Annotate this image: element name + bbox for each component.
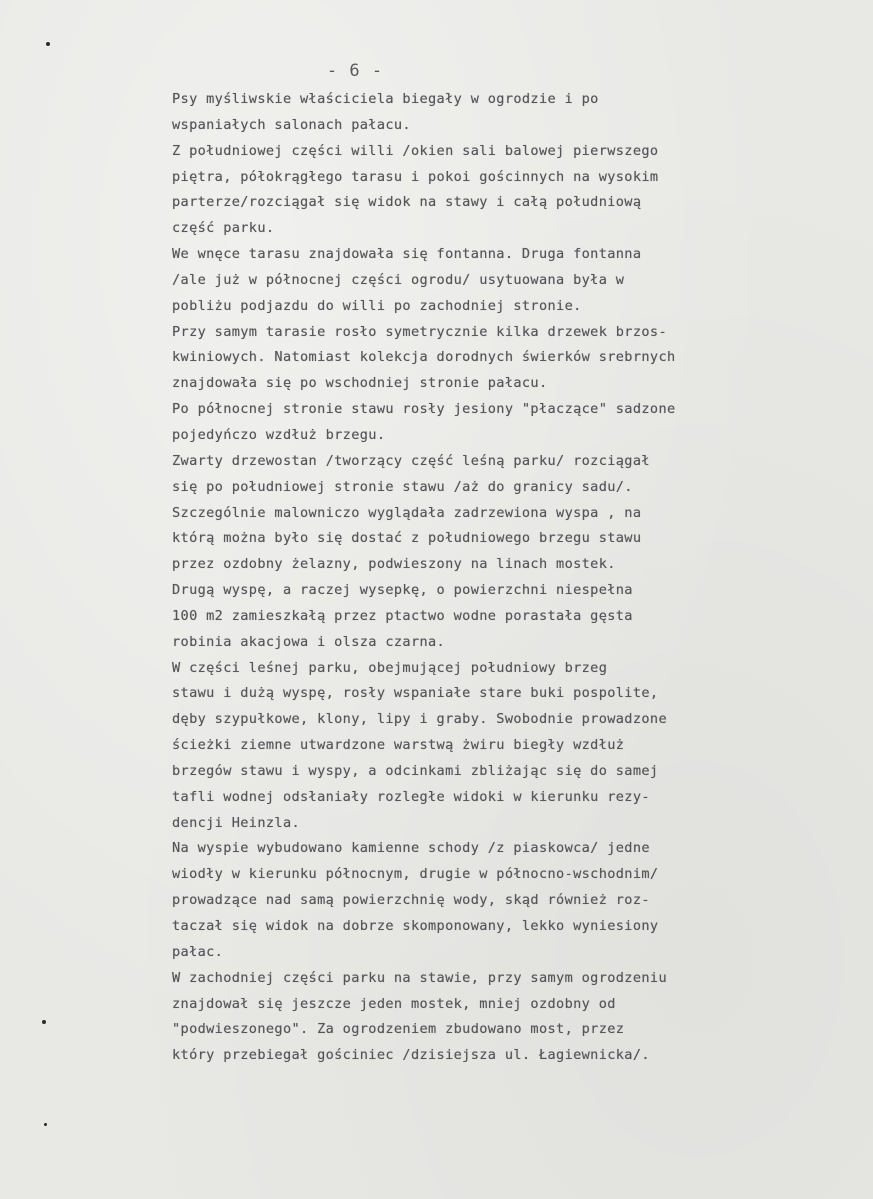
text-line: /ale już w północnej części ogrodu/ usytuowana była w bbox=[172, 271, 625, 288]
text-line: przez ozdobny żelazny, podwieszony na linach mostek. bbox=[172, 556, 616, 573]
text-line: pojedyńczo wzdłuż brzegu. bbox=[172, 426, 386, 443]
text-line: ścieżki ziemne utwardzone warstwą żwiru biegły wzdłuż bbox=[172, 737, 625, 754]
text-line: We wnęce tarasu znajdowała się fontanna. Druga fontanna bbox=[172, 246, 642, 263]
text-line: brzegów stawu i wyspy, a odcinkami zbliżając się do samej bbox=[172, 762, 659, 779]
text-line: wiodły w kierunku północnym, drugie w północno-wschodnim/ bbox=[172, 866, 659, 883]
text-line: wspaniałych salonach pałacu. bbox=[172, 116, 411, 133]
text-line: znajdowała się po wschodniej stronie pałacu. bbox=[172, 375, 548, 392]
page-number: - 6 - bbox=[326, 61, 384, 81]
text-line: Drugą wyspę, a raczej wysepkę, o powierzchni niespełna bbox=[172, 582, 633, 599]
text-line: dęby szypułkowe, klony, lipy i graby. Swobodnie prowadzone bbox=[172, 711, 667, 728]
typewritten-text bbox=[172, 87, 832, 1069]
text-line: który przebiegał gościniec /dzisiejsza ul. Łagiewnicka/. bbox=[172, 1047, 650, 1064]
text-line: tafli wodnej odsłaniały rozległe widoki w kierunku rezy- bbox=[172, 788, 650, 805]
text-line: znajdował się jeszcze jeden mostek, mniej ozdobny od bbox=[172, 995, 616, 1012]
text-line: Zwarty drzewostan /tworzący część leśną parku/ rozciągał bbox=[172, 452, 650, 469]
text-line: prowadzące nad samą powierzchnię wody, skąd również roz- bbox=[172, 892, 650, 909]
text-line: Z południowej części willi /okien sali balowej pierwszego bbox=[172, 142, 659, 159]
text-line: taczał się widok na dobrze skomponowany, lekko wyniesiony bbox=[172, 918, 659, 934]
punch-hole-mark bbox=[42, 1020, 46, 1024]
text-line: Przy samym tarasie rosło symetrycznie kilka drzewek brzos- bbox=[172, 323, 667, 340]
text-line: Po północnej stronie stawu rosły jesiony "płaczące" sadzone bbox=[172, 401, 676, 418]
text-line: W części leśnej parku, obejmującej południowy brzeg bbox=[172, 659, 608, 676]
punch-hole-mark bbox=[46, 42, 50, 46]
text-line: "podwieszonego". Za ogrodzeniem zbudowano most, przez bbox=[172, 1021, 625, 1038]
text-line: pobliżu podjazdu do willi po zachodniej stronie. bbox=[172, 297, 582, 314]
text-line: którą można było się dostać z południowego brzegu stawu bbox=[172, 530, 642, 547]
text-line: robinia akacjowa i olsza czarna. bbox=[172, 633, 446, 650]
text-line: kwiniowych. Natomiast kolekcja dorodnych świerków srebrnych bbox=[172, 349, 676, 366]
text-line: Szczególnie malowniczo wyglądała zadrzewiona wyspa , na bbox=[172, 504, 642, 521]
text-line: Na wyspie wybudowano kamienne schody /z piaskowca/ jedne bbox=[172, 840, 650, 857]
text-line: Psy myśliwskie właściciela biegały w ogrodzie i po bbox=[172, 91, 599, 107]
text-line: pałac. bbox=[172, 943, 224, 960]
text-line: dencji Heinzla. bbox=[172, 814, 301, 831]
text-line: parterze/rozciągał się widok na stawy i całą południową bbox=[172, 194, 642, 211]
text-line: część parku. bbox=[172, 220, 275, 237]
text-line: W zachodniej części parku na stawie, przy samym ogrodzeniu bbox=[172, 969, 667, 986]
text-line: piętra, półokrągłego tarasu i pokoi gościnnych na wysokim bbox=[172, 168, 659, 185]
text-line: się po południowej stronie stawu /aż do granicy sadu/. bbox=[172, 478, 633, 495]
text-line: 100 m2 zamieszkałą przez ptactwo wodne porastała gęsta bbox=[172, 607, 633, 624]
text-line: stawu i dużą wyspę, rosły wspaniałe stare buki pospolite, bbox=[172, 685, 659, 702]
punch-hole-mark bbox=[44, 1123, 47, 1126]
